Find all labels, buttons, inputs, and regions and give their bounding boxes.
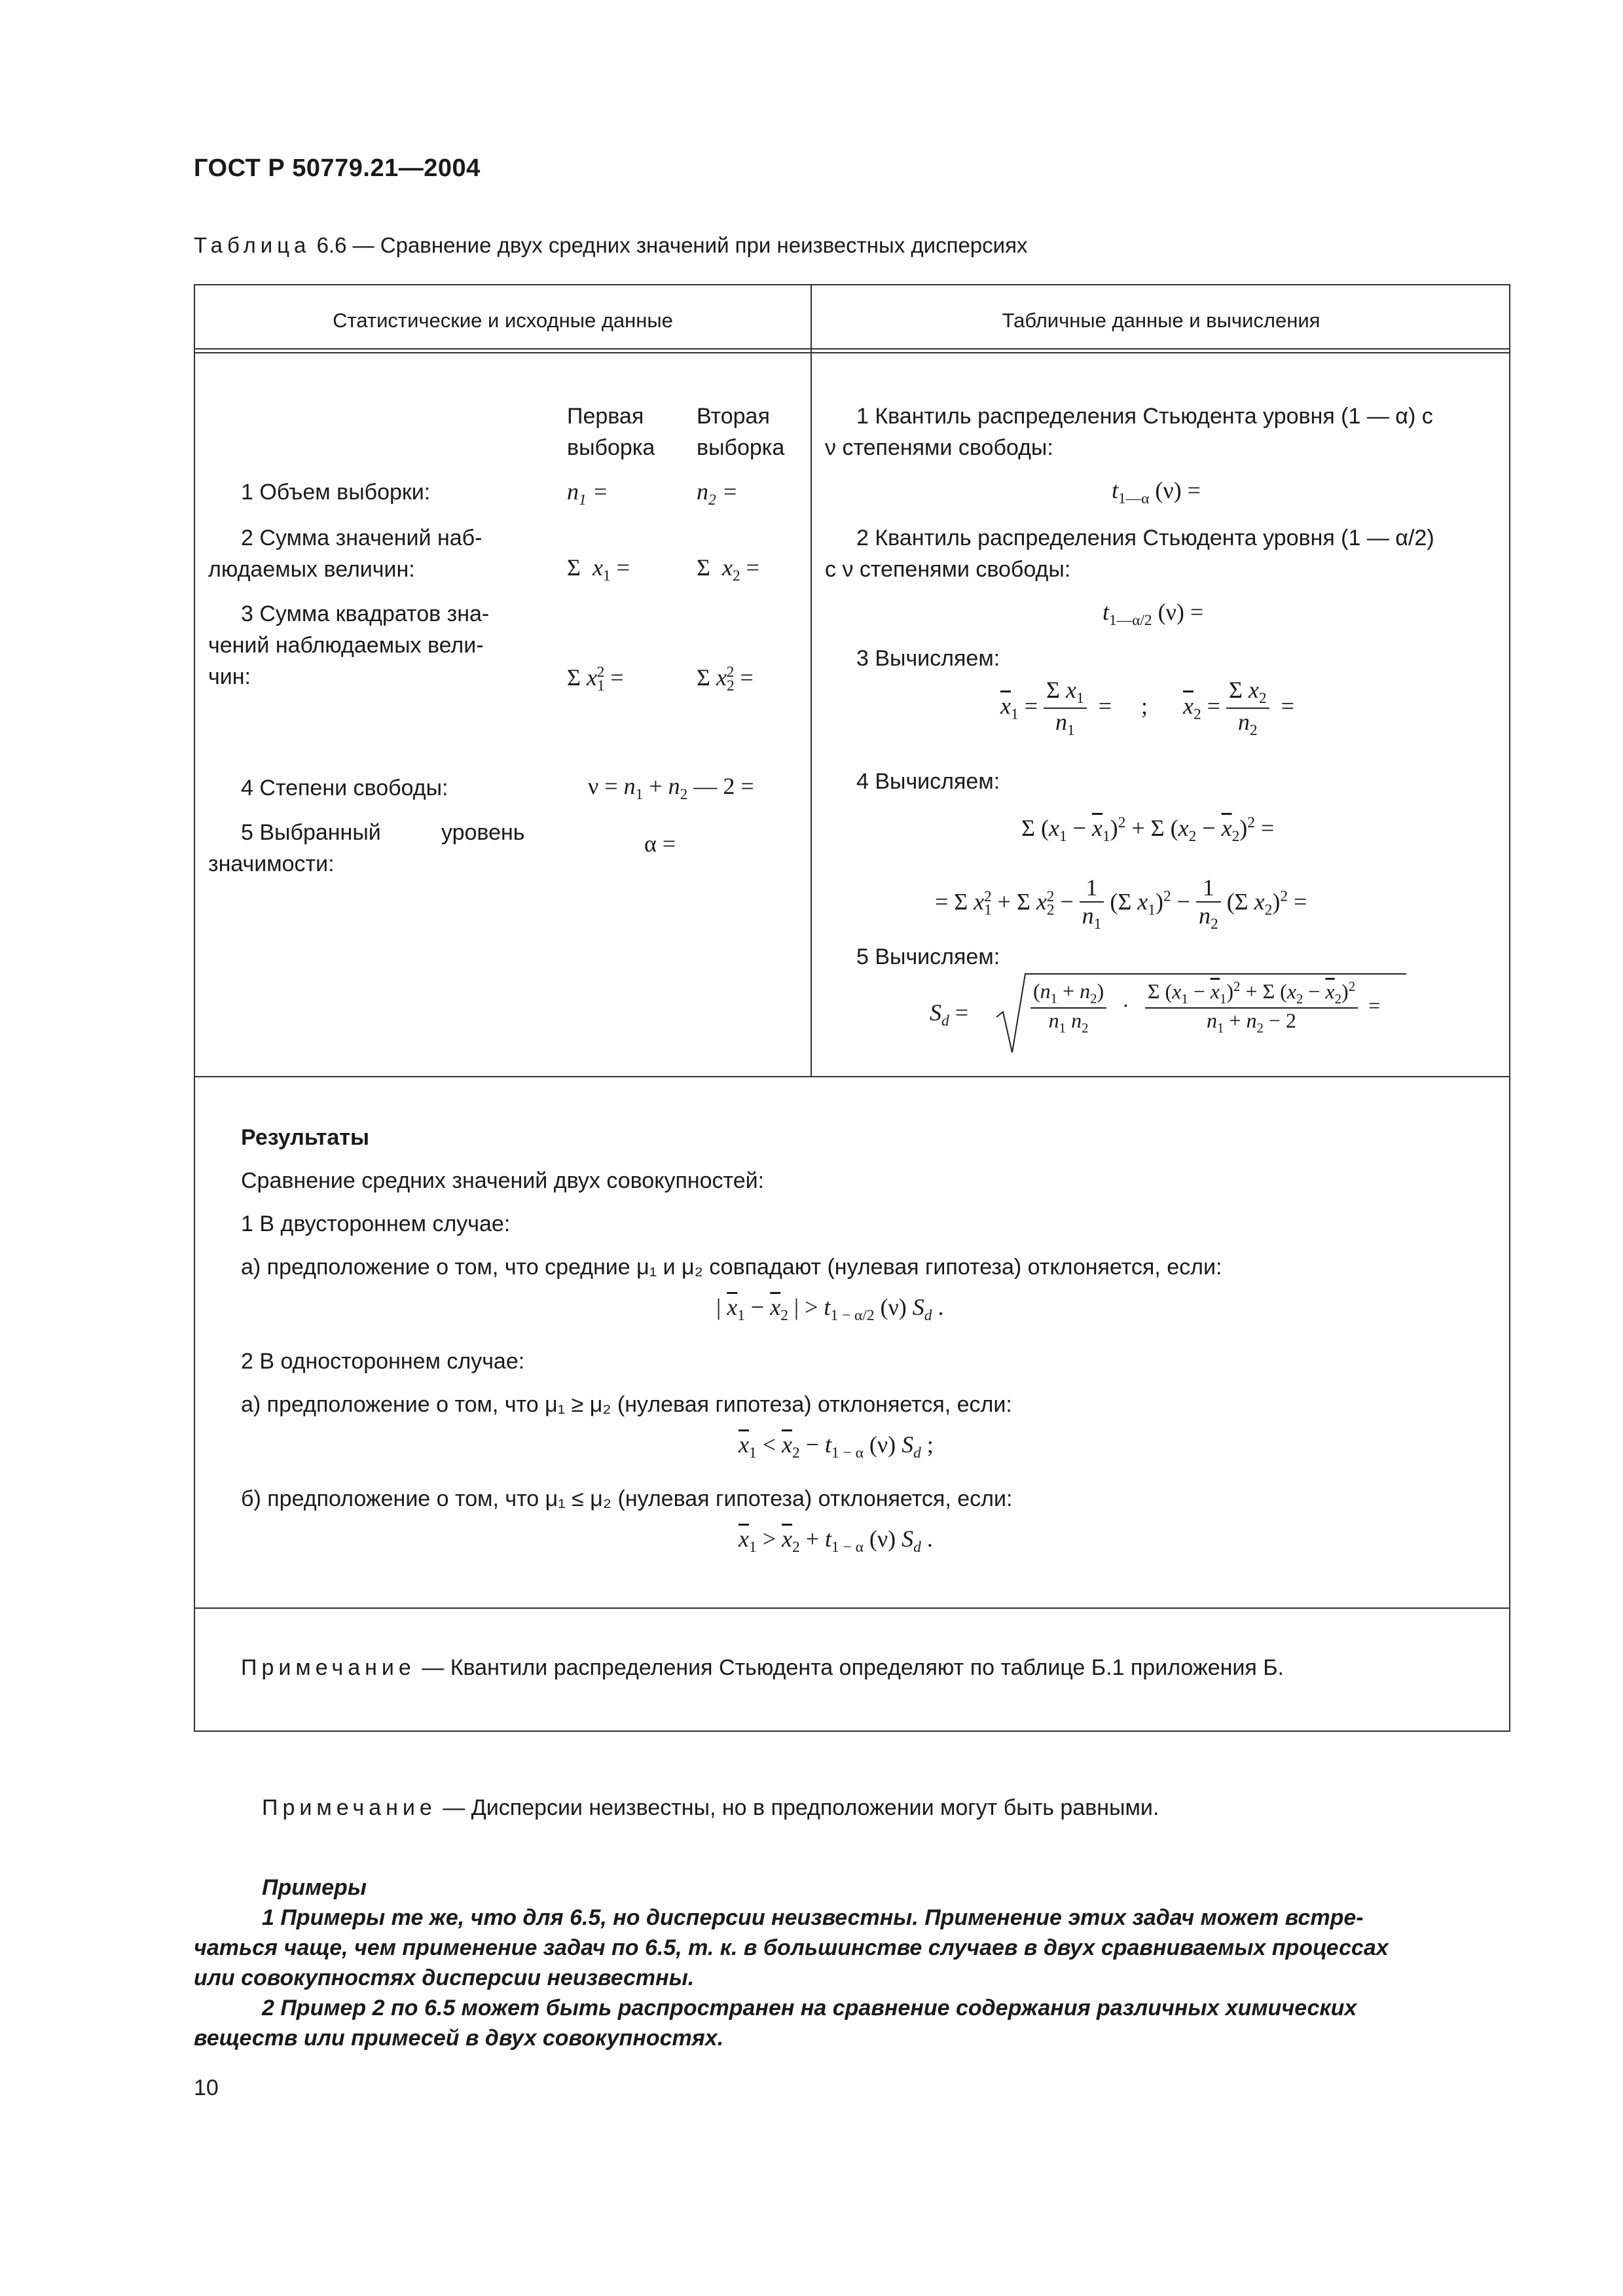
results-case1a-formula: | $\overline{x}_1 - \overline{x}_2$ | > $t_{1 - \alpha/2}$ (ν) $S_d$ .	[716, 1294, 944, 1325]
item5-label: 5 Вычисляем:	[856, 944, 1000, 969]
results-divider	[195, 1076, 1509, 1077]
item1-text-1: 1 Квантиль распределения Стьюдента уровня (1 — α) с	[856, 404, 1433, 429]
item4-formula-2: = Σ $x_1^2 + \Sigma$ $x_2^2$ − $\frac{1}{n_1}$ (Σ $x_1)^2$ − $\frac{1}{n_2}$ (Σ $x_2)^2$ =	[935, 874, 1307, 933]
row-alpha-label-1b: уровень	[441, 820, 525, 845]
item4-formula-1: Σ $(x_1 - \overline{x}_1)^2 + \Sigma$ $(x_2 - \overline{x}_2)^2$ =	[1021, 814, 1275, 846]
results-case2b: б) предположение о том, что μ₁ ≤ μ₂ (нулевая гипотеза) отклоняется, если:	[241, 1486, 1013, 1511]
row-sum-label-1: 2 Сумма значений наб-	[241, 526, 483, 550]
item1-formula: $t_{1—\alpha}$ (ν) =	[1112, 477, 1201, 508]
table-caption-label: Таблица	[194, 233, 311, 257]
results-case2a: а) предположение о том, что μ₁ ≥ μ₂ (нулевая гипотеза) отклоняется, если:	[241, 1392, 1012, 1417]
item2-text-2: с ν степенями свободы:	[825, 557, 1071, 582]
page-note	[262, 1792, 1159, 1823]
item2-formula: $t_{1—\alpha/2}$ (ν) =	[1103, 599, 1204, 630]
col-right-header: Табличные данные и вычисления	[1002, 309, 1321, 332]
item3-mean-formulas: $\overline{x}_1$ = $\frac{\Sigma x_1}{n_1}$ = ; $\overline{x}_2$ = $\frac{\Sigma x_2}{n_2}$ =	[1000, 677, 1294, 740]
results-case2b-formula: $\overline{x}_1 > \overline{x}_2 + t_{1 - \alpha}$ (ν) $S_d$ .	[739, 1526, 933, 1556]
example1-line3: или совокупностях дисперсии неизвестны.	[194, 1965, 695, 1990]
example1-line1: 1 Примеры те же, что для 6.5, но дисперсии неизвестны. Применение этих задач может встре-	[262, 1905, 1364, 1930]
sample1-header: Первая выборка	[567, 404, 655, 460]
row-sum-x1: Σ $x_1$ =	[567, 554, 630, 585]
example2-line2: веществ или примесей в двух совокупностях.	[194, 2026, 724, 2051]
example2-line1: 2 Пример 2 по 6.5 может быть распространен на сравнение содержания различных химических	[262, 1996, 1357, 2020]
note-divider	[195, 1607, 1509, 1609]
column-divider	[811, 285, 812, 1076]
item3-label: 3 Вычисляем:	[856, 646, 1000, 671]
table-caption	[194, 233, 1027, 258]
document-number: ГОСТ Р 50779.21—2004	[194, 154, 481, 182]
sample2-header: Вторая выборка	[697, 404, 785, 460]
table-note	[241, 1652, 1284, 1683]
results-title: Результаты	[241, 1125, 370, 1150]
item5-sd-label: $S_d$ =	[930, 999, 969, 1030]
results-case2a-formula: $\overline{x}_1 < \overline{x}_2 - t_{1 - \alpha}$ (ν) $S_d$ ;	[739, 1431, 934, 1462]
row-alpha-label-2: значимости:	[208, 852, 335, 876]
item1-text-2: ν степенями свободы:	[825, 435, 1053, 460]
row-sample-size-label: 1 Объем выборки:	[241, 480, 431, 505]
item5-sd-formula: $\frac{(n_1 + n_2)}{n_1 n_2}$ · $\frac{\Sigma (x_1 - \overline{x}_1)^2 + \Sigma (x_2 - \overline{x}_2)^2}{n_1 + n_2 - 2}$ =	[1030, 979, 1380, 1036]
row-sum-x2: Σ $x_2$ =	[697, 554, 759, 585]
row-dof-formula: $\nu = n_1 + n_2$ — 2 =	[588, 773, 754, 804]
page-note-text: — Дисперсии неизвестны, но в предположении могут быть равными.	[436, 1795, 1159, 1820]
item2-text-1: 2 Квантиль распределения Стьюдента уровня (1 — α/2)	[856, 526, 1434, 550]
header-divider-double	[195, 352, 1509, 353]
row-sumsq-x2: Σ $x_2^2$ =	[697, 664, 754, 695]
header-divider	[195, 348, 1509, 350]
col-left-header: Статистические и исходные данные	[333, 309, 673, 332]
results-case1a: а) предположение о том, что средние μ₁ и μ₂ совпадают (нулевая гипотеза) отклоняется, если:	[241, 1255, 1222, 1280]
results-intro: Сравнение средних значений двух совокупностей:	[241, 1168, 765, 1193]
row-sample-size-n1: $n_1$ =	[567, 478, 608, 509]
row-sum-label-2: людаемых величин:	[208, 557, 415, 582]
page-number: 10	[194, 2075, 219, 2100]
row-sample-size-n2: $n_2$ =	[697, 478, 738, 509]
table-caption-text: 6.6 — Сравнение двух средних значений при неизвестных дисперсиях	[316, 233, 1028, 257]
page-note-label: Примечание	[262, 1795, 437, 1820]
row-alpha-value: α =	[644, 831, 676, 857]
item4-label: 4 Вычисляем:	[856, 769, 1000, 794]
row-dof-label: 4 Степени свободы:	[241, 776, 448, 800]
row-sumsq-x1: Σ $x_1^2$ =	[567, 664, 624, 695]
table-note-text: — Квантили распределения Стьюдента определяют по таблице Б.1 приложения Б.	[415, 1655, 1284, 1680]
example1-line2: чаться чаще, чем применение задач по 6.5, т. к. в большинстве случаев в двух сравниваемых процессах	[194, 1935, 1389, 1960]
row-sumsq-label-3: чин:	[208, 664, 251, 689]
results-case2: 2 В одностороннем случае:	[241, 1349, 525, 1374]
row-sumsq-label-2: чений наблюдаемых вели-	[208, 633, 484, 658]
row-sumsq-label-1: 3 Сумма квадратов зна-	[241, 601, 490, 626]
examples-title: Примеры	[262, 1875, 367, 1900]
table-note-label: Примечание	[241, 1655, 416, 1680]
data-table	[194, 284, 1510, 1732]
results-case1: 1 В двустороннем случае:	[241, 1211, 511, 1236]
row-alpha-label-1a: 5 Выбранный	[241, 820, 381, 845]
